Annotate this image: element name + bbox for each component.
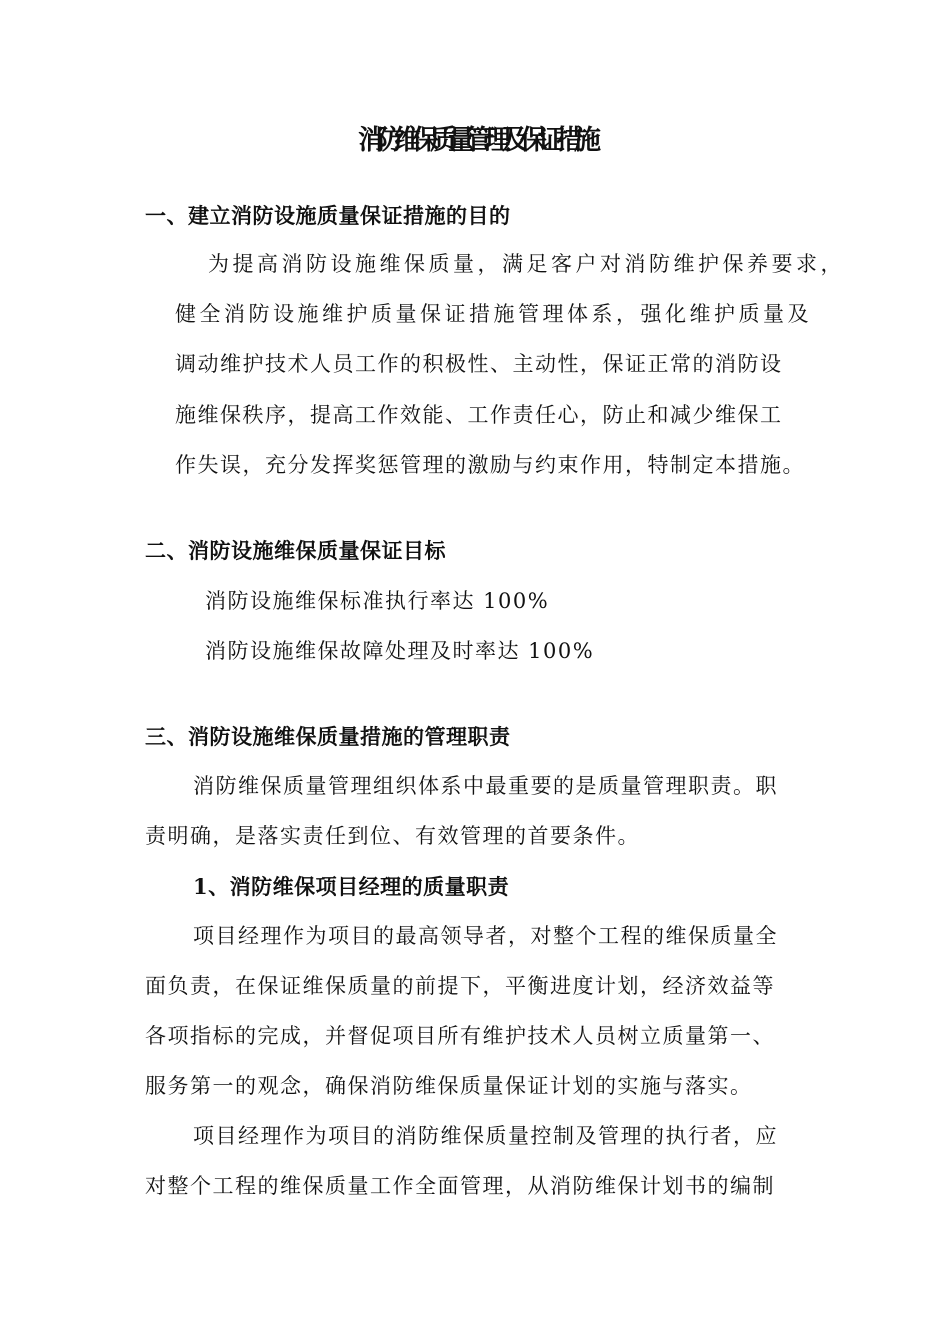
section-1-line-5: 作失误，充分发挥奖惩管理的激励与约束作用，特制定本措施。 bbox=[175, 453, 805, 477]
section-2-heading: 二、消防设施维保质量保证目标 bbox=[145, 538, 446, 563]
section-1-line-3: 调动维护技术人员工作的积极性、主动性，保证正常的消防设 bbox=[175, 352, 783, 376]
subsection-1-para-2-line-1: 项目经理作为项目的消防维保质量控制及管理的执行者，应 bbox=[193, 1124, 778, 1148]
subsection-1-heading: 1、消防维保项目经理的质量职责 bbox=[193, 874, 510, 899]
subsection-1-para-1-line-3: 各项指标的完成，并督促项目所有维护技术人员树立质量第一、 bbox=[145, 1024, 775, 1048]
section-3-heading: 三、消防设施维保质量措施的管理职责 bbox=[145, 724, 511, 749]
subsection-1-para-1-line-2: 面负责，在保证维保质量的前提下，平衡进度计划，经济效益等 bbox=[145, 974, 775, 998]
section-2-line-1: 消防设施维保标准执行率达 100% bbox=[205, 589, 550, 613]
section-1-line-1: 为提高消防设施维保质量，满足客户对消防维护保养要求， bbox=[208, 252, 845, 276]
subsection-1-para-1-line-4: 服务第一的观念，确保消防维保质量保证计划的实施与落实。 bbox=[145, 1074, 753, 1098]
subsection-1-para-2-line-2: 对整个工程的维保质量工作全面管理，从消防维保计划书的编制 bbox=[145, 1174, 775, 1198]
section-3-intro-line-2: 责明确，是落实责任到位、有效管理的首要条件。 bbox=[145, 824, 640, 848]
section-1-line-2: 健全消防设施维护质量保证措施管理体系，强化维护质量及 bbox=[175, 302, 812, 326]
section-2-line-2: 消防设施维保故障处理及时率达 100% bbox=[205, 639, 595, 663]
section-1-line-4: 施维保秩序，提高工作效能、工作责任心，防止和减少维保工 bbox=[175, 403, 783, 427]
subsection-1-para-1-line-1: 项目经理作为项目的最高领导者，对整个工程的维保质量全 bbox=[193, 924, 778, 948]
section-1-heading: 一、建立消防设施质量保证措施的目的 bbox=[145, 203, 511, 228]
document-title: 消防维保质量管理及保证措施 bbox=[358, 125, 592, 156]
section-3-intro-line-1: 消防维保质量管理组织体系中最重要的是质量管理职责。职 bbox=[193, 774, 778, 798]
